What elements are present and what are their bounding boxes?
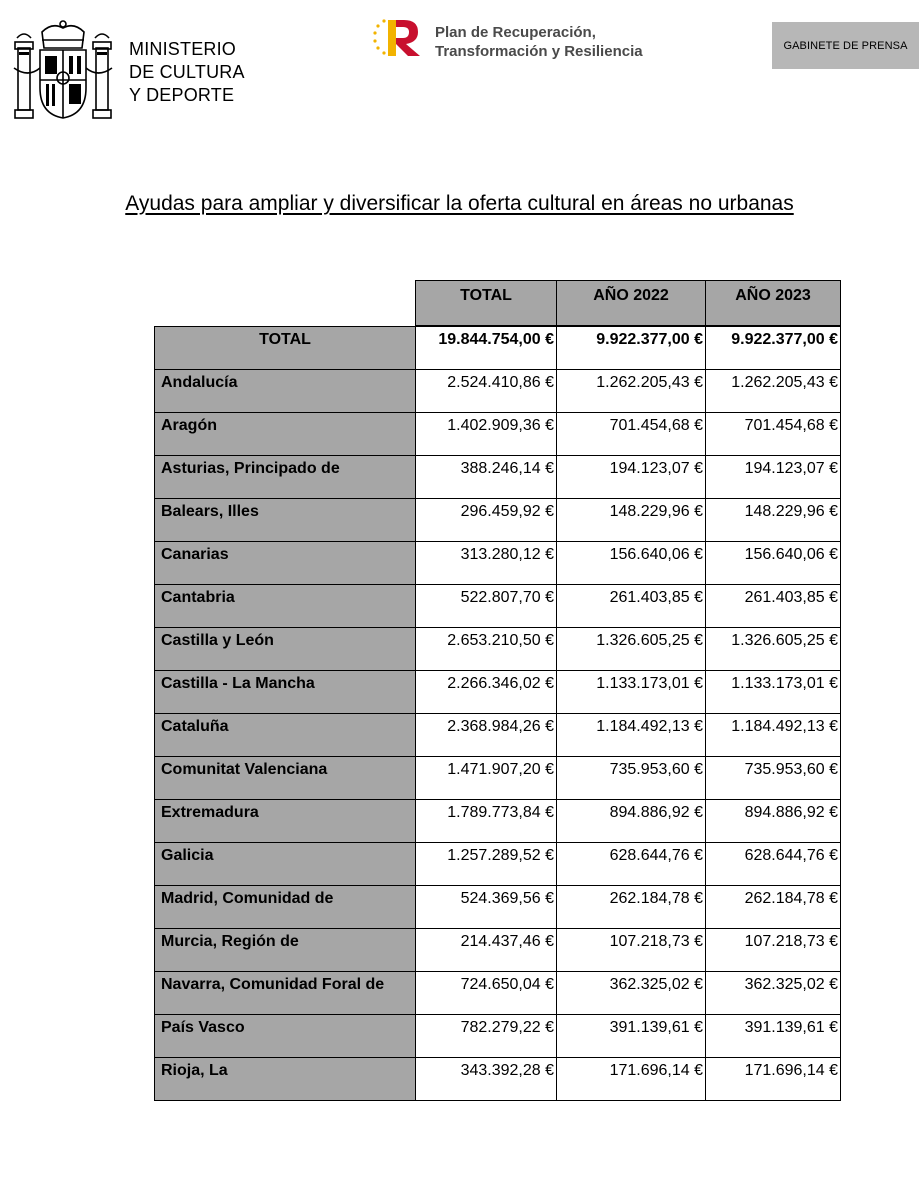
- cell-2022: 391.139,61 €: [557, 1015, 706, 1058]
- cell-2022: 1.133.173,01 €: [557, 671, 706, 714]
- row-label: Andalucía: [155, 370, 416, 413]
- table-row: [155, 757, 841, 800]
- cell-2023: 628.644,76 €: [706, 843, 841, 886]
- column-header-total: TOTAL: [416, 281, 557, 326]
- table-row: [155, 843, 841, 886]
- cell-2023: 194.123,07 €: [706, 456, 841, 499]
- cell-2023: 171.696,14 €: [706, 1058, 841, 1101]
- cell-2022: 9.922.377,00 €: [557, 327, 706, 370]
- recovery-plan-logo-icon: [372, 16, 424, 58]
- row-label: Comunitat Valenciana: [155, 757, 416, 800]
- cell-2022: 261.403,85 €: [557, 585, 706, 628]
- row-label: Extremadura: [155, 800, 416, 843]
- row-label: Navarra, Comunidad Foral de: [155, 972, 416, 1015]
- cell-2022: 735.953,60 €: [557, 757, 706, 800]
- cell-total: 214.437,46 €: [416, 929, 557, 972]
- cell-2022: 171.696,14 €: [557, 1058, 706, 1101]
- cell-2022: 362.325,02 €: [557, 972, 706, 1015]
- cell-total: 343.392,28 €: [416, 1058, 557, 1101]
- row-label: Aragón: [155, 413, 416, 456]
- table-row: [155, 1058, 841, 1101]
- cell-2023: 148.229,96 €: [706, 499, 841, 542]
- cell-2023: 262.184,78 €: [706, 886, 841, 929]
- cell-2023: 701.454,68 €: [706, 413, 841, 456]
- cell-total: 1.471.907,20 €: [416, 757, 557, 800]
- cell-2023: 362.325,02 €: [706, 972, 841, 1015]
- cell-2022: 894.886,92 €: [557, 800, 706, 843]
- cell-total: 1.789.773,84 €: [416, 800, 557, 843]
- table-row: [155, 1015, 841, 1058]
- row-label: Canarias: [155, 542, 416, 585]
- cell-total: 19.844.754,00 €: [416, 327, 557, 370]
- recovery-plan-line: Transformación y Resiliencia: [435, 43, 643, 60]
- cell-total: 522.807,70 €: [416, 585, 557, 628]
- cell-2023: 107.218,73 €: [706, 929, 841, 972]
- cell-2023: 156.640,06 €: [706, 542, 841, 585]
- row-label: Madrid, Comunidad de: [155, 886, 416, 929]
- ministry-line: MINISTERIO: [129, 39, 237, 59]
- table-row: [155, 542, 841, 585]
- row-label: Asturias, Principado de: [155, 456, 416, 499]
- document-title: Ayudas para ampliar y diversificar la oferta cultural en áreas no urbanas: [125, 192, 794, 215]
- table-row: [155, 714, 841, 757]
- table-row: [155, 413, 841, 456]
- ministry-line: DE CULTURA: [129, 62, 245, 82]
- cell-2022: 107.218,73 €: [557, 929, 706, 972]
- row-label: Rioja, La: [155, 1058, 416, 1101]
- cell-2022: 701.454,68 €: [557, 413, 706, 456]
- cell-total: 2.524.410,86 €: [416, 370, 557, 413]
- table-row: [155, 671, 841, 714]
- column-header-table: [415, 280, 841, 326]
- table-row: [155, 972, 841, 1015]
- table-row: [155, 628, 841, 671]
- row-label: Murcia, Región de: [155, 929, 416, 972]
- row-label: Castilla y León: [155, 628, 416, 671]
- row-label: TOTAL: [155, 327, 416, 370]
- row-label: Cantabria: [155, 585, 416, 628]
- row-label: Galicia: [155, 843, 416, 886]
- cell-2023: 1.326.605,25 €: [706, 628, 841, 671]
- cell-2023: 261.403,85 €: [706, 585, 841, 628]
- recovery-plan-name: [435, 23, 643, 61]
- column-header-row: [416, 281, 841, 326]
- cell-2023: 1.184.492,13 €: [706, 714, 841, 757]
- cell-total: 1.402.909,36 €: [416, 413, 557, 456]
- ministry-name: [129, 38, 245, 107]
- cell-total: 313.280,12 €: [416, 542, 557, 585]
- row-label: País Vasco: [155, 1015, 416, 1058]
- cell-2022: 628.644,76 €: [557, 843, 706, 886]
- cell-2023: 391.139,61 €: [706, 1015, 841, 1058]
- cell-total: 2.653.210,50 €: [416, 628, 557, 671]
- coat-of-arms-icon: [12, 18, 114, 122]
- cell-total: 388.246,14 €: [416, 456, 557, 499]
- table-row: [155, 800, 841, 843]
- table-row: [155, 929, 841, 972]
- column-header-2023: AÑO 2023: [706, 281, 841, 326]
- cell-total: 296.459,92 €: [416, 499, 557, 542]
- cell-total: 724.650,04 €: [416, 972, 557, 1015]
- cell-2023: 735.953,60 €: [706, 757, 841, 800]
- cell-total: 1.257.289,52 €: [416, 843, 557, 886]
- cell-2022: 148.229,96 €: [557, 499, 706, 542]
- cell-2023: 894.886,92 €: [706, 800, 841, 843]
- cell-2023: 9.922.377,00 €: [706, 327, 841, 370]
- ministry-line: Y DEPORTE: [129, 85, 235, 105]
- row-label: Cataluña: [155, 714, 416, 757]
- cell-2022: 1.184.492,13 €: [557, 714, 706, 757]
- total-row: [155, 327, 841, 370]
- press-office-badge: GABINETE DE PRENSA: [772, 22, 919, 69]
- cell-2023: 1.262.205,43 €: [706, 370, 841, 413]
- column-header-2022: AÑO 2022: [557, 281, 706, 326]
- table-row: [155, 499, 841, 542]
- recovery-plan-line: Plan de Recuperación,: [435, 24, 596, 41]
- cell-total: 2.266.346,02 €: [416, 671, 557, 714]
- table-row: [155, 585, 841, 628]
- cell-2022: 194.123,07 €: [557, 456, 706, 499]
- cell-2022: 156.640,06 €: [557, 542, 706, 585]
- row-label: Castilla - La Mancha: [155, 671, 416, 714]
- grants-table: [154, 326, 841, 1101]
- table-row: [155, 456, 841, 499]
- cell-2022: 1.326.605,25 €: [557, 628, 706, 671]
- table-row: [155, 370, 841, 413]
- row-label: Balears, Illes: [155, 499, 416, 542]
- table-row: [155, 886, 841, 929]
- cell-2023: 1.133.173,01 €: [706, 671, 841, 714]
- cell-2022: 262.184,78 €: [557, 886, 706, 929]
- cell-total: 524.369,56 €: [416, 886, 557, 929]
- cell-2022: 1.262.205,43 €: [557, 370, 706, 413]
- cell-total: 2.368.984,26 €: [416, 714, 557, 757]
- cell-total: 782.279,22 €: [416, 1015, 557, 1058]
